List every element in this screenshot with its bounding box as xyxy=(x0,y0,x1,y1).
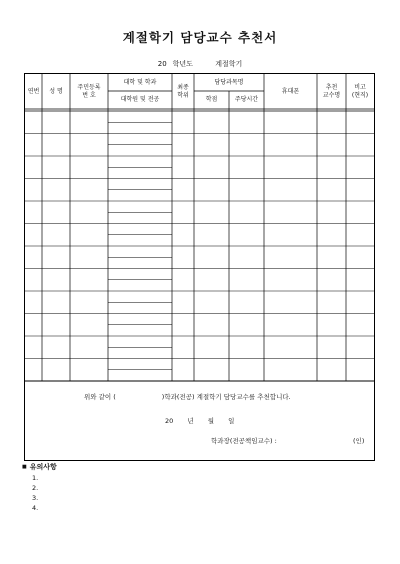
header-degree-line1: 최종 xyxy=(177,83,189,91)
year-label: 학년도 xyxy=(172,60,193,68)
header-number: 연번 xyxy=(27,87,40,95)
header-recommend-line1: 추천 xyxy=(325,83,338,91)
header-degree xyxy=(172,74,194,109)
date-century: 20 xyxy=(165,417,174,425)
signer-label: 학과장(전공책임교수) : xyxy=(211,437,277,445)
year-prefix: 20 xyxy=(157,60,167,68)
header-recommend-line2: 교수명 xyxy=(322,91,341,99)
document-title: 계절학기 담당교수 추천서 xyxy=(122,30,278,45)
square-bullet-icon: ■ xyxy=(22,464,27,470)
note-item-1: 1. xyxy=(32,474,39,482)
header-note xyxy=(346,74,374,109)
table-grid xyxy=(25,74,374,460)
statement-part-a: 위와 같이 ( xyxy=(84,393,116,401)
academic-year-line xyxy=(0,59,400,69)
note-item-4: 4. xyxy=(32,504,39,512)
signature-date xyxy=(165,416,234,425)
header-resident-line2: 번 호 xyxy=(82,91,96,99)
date-month: 월 xyxy=(207,417,214,425)
notes-heading xyxy=(22,462,57,472)
header-weekly-hours: 주당시간 xyxy=(234,96,259,103)
header-degree-line2: 학위 xyxy=(177,91,189,99)
date-day: 일 xyxy=(228,417,235,425)
statement-part-b: )학과(전공) 계절학기 담당교수를 추천합니다. xyxy=(161,393,291,401)
header-grad-major: 대학원 및 전공 xyxy=(120,96,160,103)
header-phone: 휴대폰 xyxy=(281,87,300,95)
recommendation-form-table xyxy=(24,73,375,461)
header-credit: 학점 xyxy=(205,96,218,103)
notes-heading-text: 유의사항 xyxy=(29,463,57,471)
notes-section xyxy=(22,462,57,512)
header-resident-line1: 주민등록 xyxy=(77,83,101,91)
header-resident-number xyxy=(70,74,108,109)
header-university-dept: 대학 및 학과 xyxy=(123,78,157,86)
header-name: 성 명 xyxy=(49,87,63,95)
header-note-line2: (현직) xyxy=(351,91,369,99)
seal-mark: (인) xyxy=(353,437,365,445)
header-note-line1: 비고 xyxy=(354,83,366,91)
note-item-2: 2. xyxy=(32,484,39,492)
note-item-3: 3. xyxy=(32,494,39,502)
header-recommending-professor xyxy=(317,74,346,109)
term-label: 계절학기 xyxy=(215,60,243,68)
header-subject: 담당과목명 xyxy=(214,78,244,86)
date-year: 년 xyxy=(187,417,194,425)
recommendation-statement xyxy=(84,392,291,401)
